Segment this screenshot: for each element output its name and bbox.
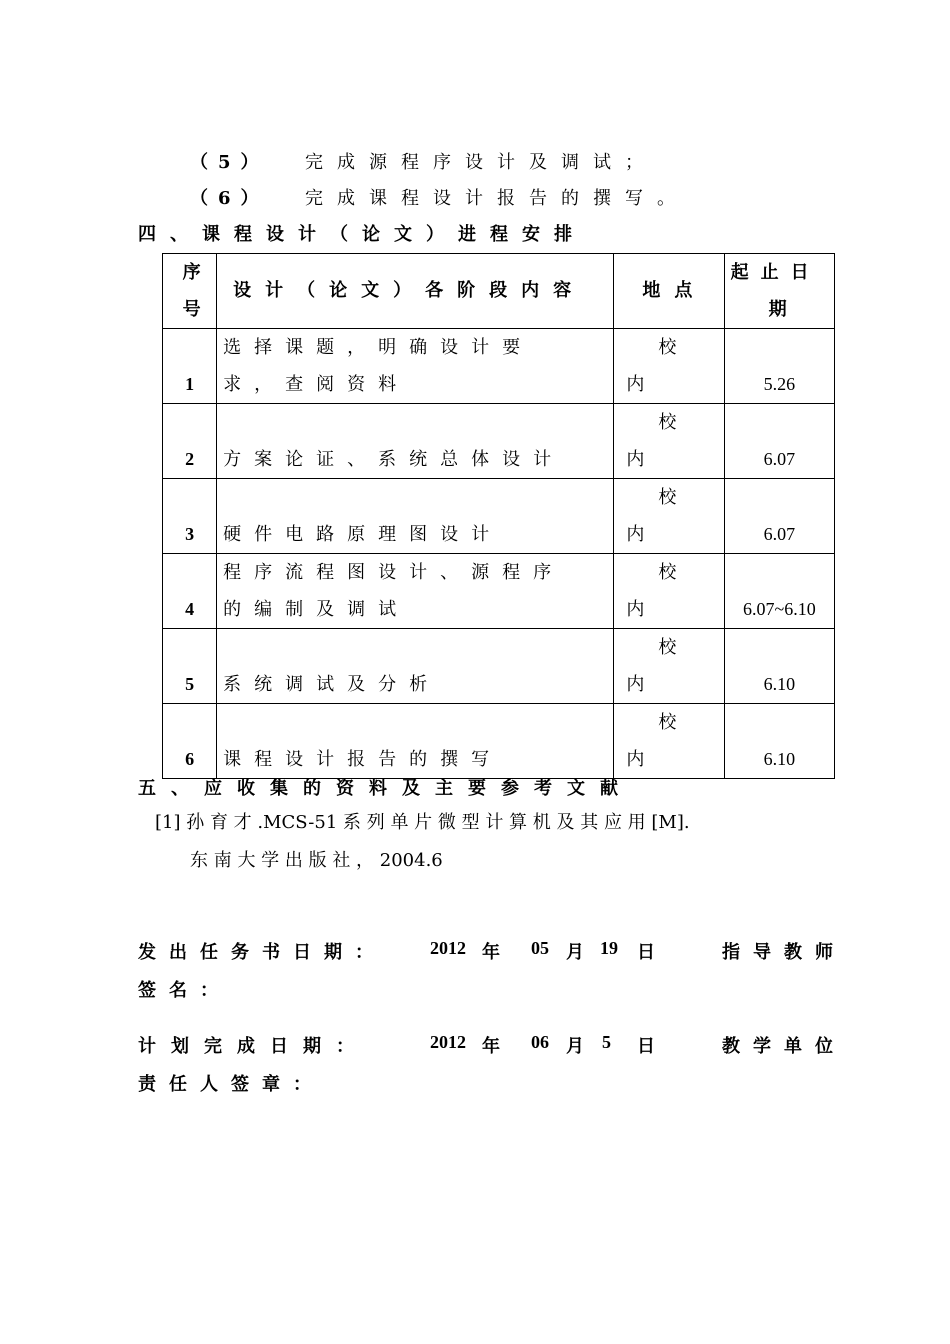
header-place-label: 地点 (642, 280, 707, 301)
row-place-line2: 内 (626, 749, 645, 770)
intro-item-5-number: （5） (190, 152, 269, 173)
table-row (163, 704, 835, 779)
row-place-line2: 内 (626, 599, 645, 620)
row-content-line2: 的编制及调试 (223, 599, 410, 620)
row-content-line1: 选择课题，明确设计要 (223, 337, 534, 358)
plan-date-label: 计划完成日期： (138, 1036, 369, 1057)
plan-date-day-unit: 日 (637, 1036, 655, 1057)
issue-date-month-unit: 月 (566, 942, 584, 963)
row-number: 6 (185, 749, 195, 769)
table-row (163, 629, 835, 704)
header-date (724, 254, 834, 329)
row-content (217, 329, 613, 403)
row-place-line2: 内 (626, 449, 645, 470)
row-place-line1: 校 (658, 487, 677, 508)
row-content: 硬件电路原理图设计 (223, 524, 503, 545)
row-place (614, 479, 723, 553)
table-row (163, 479, 835, 554)
header-date-line2: 期 (768, 299, 799, 320)
plan-date-month-unit: 月 (566, 1036, 584, 1057)
issue-signer-label-1: 指导教师 (722, 942, 846, 963)
row-place (614, 554, 723, 628)
issue-date-year-unit: 年 (482, 942, 500, 963)
row-place-line1: 校 (658, 712, 677, 733)
row-place (614, 629, 723, 703)
row-content-line1: 程序流程图设计、源程序 (223, 562, 565, 583)
reference-line-1: [1] 孙 育 才 .MCS-51 系 列 单 片 微 型 计 算 机 及 其 应 用 [M]. (155, 812, 690, 833)
table-row (163, 404, 835, 479)
row-place-line1: 校 (658, 637, 677, 658)
row-date: 6.07 (763, 449, 796, 469)
row-place-line1: 校 (658, 412, 677, 433)
row-place-line2: 内 (626, 524, 645, 545)
row-place (614, 704, 723, 778)
section-4-title: 四、课程设计（论文）进程安排 (138, 224, 586, 245)
issue-date-year: 2012 (430, 938, 466, 958)
table-header-row (163, 254, 835, 329)
intro-item-6-number: （6） (190, 188, 269, 209)
plan-signer-label-1: 教学单位 (722, 1036, 846, 1057)
row-number: 1 (185, 374, 195, 394)
plan-date-year: 2012 (430, 1032, 466, 1052)
plan-date-month: 06 (531, 1032, 549, 1052)
header-content-label: 设计（论文）各阶段内容 (233, 280, 586, 301)
row-place (614, 404, 723, 478)
header-no-line2: 号 (182, 299, 201, 320)
section-5-title: 五、应收集的资料及主要参考文献 (138, 778, 633, 799)
issue-date-label: 发出任务书日期： (138, 942, 386, 963)
row-number: 5 (185, 674, 195, 694)
header-date-line1: 起止日 (730, 262, 821, 283)
row-place (614, 329, 723, 403)
row-number: 3 (185, 524, 195, 544)
plan-signer-label-2: 责任人签章： (138, 1074, 324, 1095)
row-number: 4 (185, 599, 195, 619)
schedule-table (162, 253, 835, 779)
row-date: 6.10 (763, 749, 796, 769)
row-place-line2: 内 (626, 374, 645, 395)
issue-date-month: 05 (531, 938, 549, 958)
header-no-line1: 序 (182, 262, 201, 283)
header-place (614, 254, 724, 329)
row-content (217, 554, 613, 628)
row-date: 6.07~6.10 (742, 599, 816, 619)
issue-date-day-unit: 日 (637, 942, 655, 963)
row-date: 5.26 (763, 374, 796, 394)
row-number: 2 (185, 449, 195, 469)
row-place-line1: 校 (658, 562, 677, 583)
row-date: 6.10 (763, 674, 796, 694)
header-content (217, 254, 614, 329)
row-content: 课程设计报告的撰写 (223, 749, 503, 770)
intro-item-5-text: 完成源程序设计及调试； (305, 152, 657, 173)
row-place-line1: 校 (658, 337, 677, 358)
issue-date-day: 19 (600, 938, 618, 958)
plan-date-day: 5 (602, 1032, 611, 1052)
row-content: 系统调试及分析 (223, 674, 441, 695)
issue-signer-label-2: 签名： (138, 980, 231, 1001)
table-row (163, 554, 835, 629)
row-content-line2: 求，查阅资料 (223, 374, 410, 395)
intro-item-6-text: 完成课程设计报告的撰写。 (305, 188, 689, 209)
row-place-line2: 内 (626, 674, 645, 695)
row-content: 方案论证、系统总体设计 (223, 449, 565, 470)
row-date: 6.07 (763, 524, 796, 544)
reference-line-2: 东 南 大 学 出 版 社 ， 2004.6 (190, 850, 443, 871)
plan-date-year-unit: 年 (482, 1036, 500, 1057)
table-row (163, 329, 835, 404)
header-no (163, 254, 217, 329)
